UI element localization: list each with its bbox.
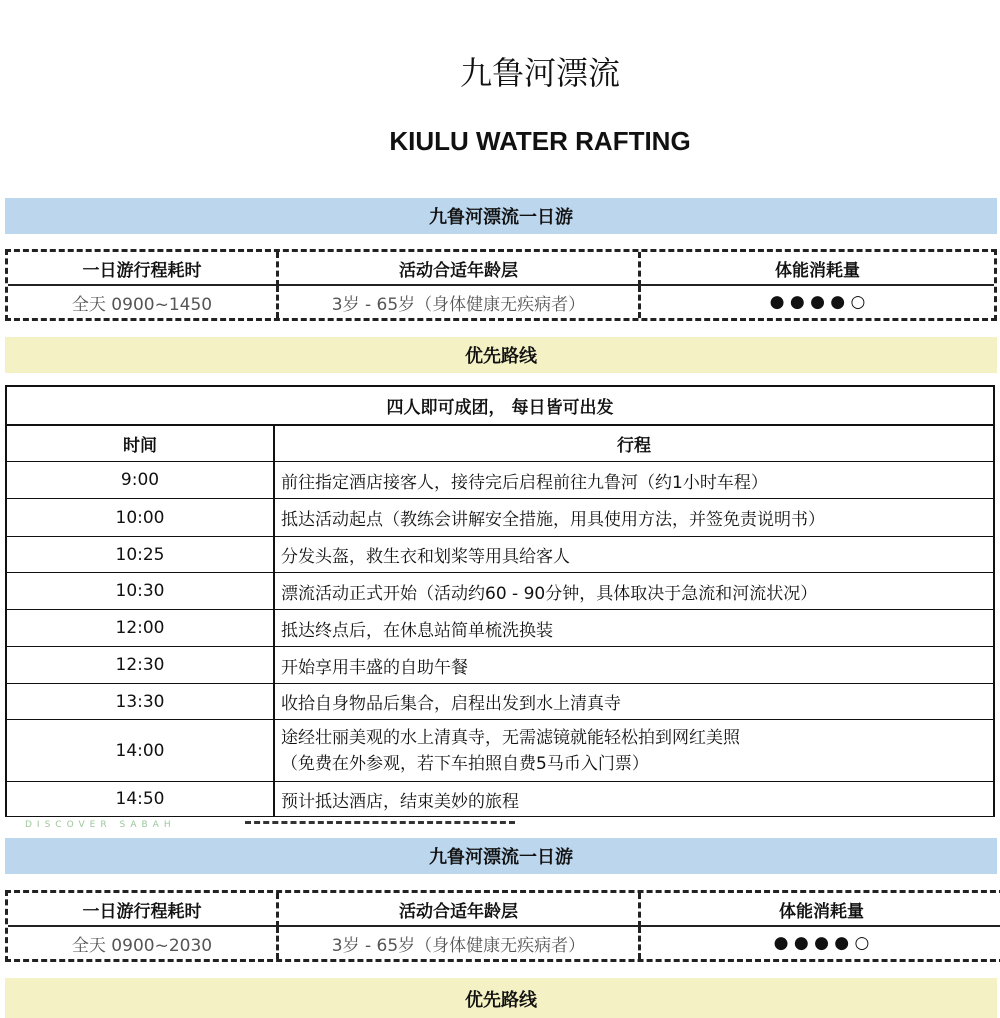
itinerary-table bbox=[5, 385, 995, 817]
row-text: 途经壮丽美观的水上清真寺，无需滤镜就能轻松拍到网红美照 bbox=[281, 727, 740, 748]
header-duration: 一日游行程耗时 bbox=[8, 893, 276, 927]
summary-table-2 bbox=[5, 890, 1000, 962]
row-time: 13:30 bbox=[7, 684, 275, 719]
table-row bbox=[7, 462, 993, 499]
table-row bbox=[7, 684, 993, 720]
divider bbox=[245, 821, 515, 825]
row-time: 10:30 bbox=[7, 573, 275, 609]
header-age: 活动合适年龄层 bbox=[276, 252, 638, 286]
row-time: 10:25 bbox=[7, 537, 275, 572]
value-stamina-rating: ● ● ● ● ○ bbox=[638, 927, 1000, 959]
itinerary-caption: 四人即可成团， 每日皆可出发 bbox=[7, 387, 993, 426]
row-time: 12:00 bbox=[7, 610, 275, 646]
row-text: 预计抵达酒店，结束美妙的旅程 bbox=[281, 791, 519, 812]
table-row bbox=[7, 782, 993, 817]
header-age: 活动合适年龄层 bbox=[276, 893, 638, 927]
section-band-2: 九鲁河漂流一日游 bbox=[5, 838, 997, 874]
table-row bbox=[7, 537, 993, 573]
summary-table bbox=[5, 249, 997, 321]
route-band: 优先路线 bbox=[5, 337, 997, 373]
col-time: 时间 bbox=[7, 426, 275, 461]
table-row bbox=[7, 647, 993, 684]
row-text: 分发头盔，救生衣和划桨等用具给客人 bbox=[281, 547, 570, 567]
table-row bbox=[7, 720, 993, 782]
row-text-note: （免费在外参观，若下车拍照自费5马币入门票） bbox=[281, 753, 649, 774]
value-age: 3岁 - 65岁（身体健康无疾病者） bbox=[276, 286, 638, 318]
row-text: 抵达活动起点（教练会讲解安全措施，用具使用方法，并签免责说明书） bbox=[281, 510, 825, 530]
value-duration: 全天 0900~1450 bbox=[71, 294, 213, 315]
value-age: 3岁 - 65岁（身体健康无疾病者） bbox=[276, 927, 638, 959]
value-stamina-rating: ● ● ● ● ○ bbox=[638, 286, 994, 318]
row-time: 10:00 bbox=[7, 499, 275, 536]
row-time: 9:00 bbox=[7, 462, 275, 498]
table-row bbox=[7, 573, 993, 610]
row-time: 14:00 bbox=[7, 720, 275, 781]
itinerary-header-row bbox=[7, 426, 993, 462]
page-title-cn: 九鲁河漂流 bbox=[459, 54, 620, 92]
col-itinerary: 行程 bbox=[617, 436, 651, 456]
section-band: 九鲁河漂流一日游 bbox=[5, 198, 997, 234]
header-stamina: 体能消耗量 bbox=[638, 893, 1000, 927]
route-band-2: 优先路线 bbox=[5, 978, 997, 1018]
row-text: 开始享用丰盛的自助午餐 bbox=[281, 657, 468, 678]
table-row bbox=[7, 499, 993, 537]
row-time: 12:30 bbox=[7, 647, 275, 683]
row-text: 前往指定酒店接客人，接待完后启程前往九鲁河（约1小时车程） bbox=[281, 472, 768, 493]
table-row bbox=[7, 610, 993, 647]
header-stamina: 体能消耗量 bbox=[638, 252, 994, 286]
header-duration: 一日游行程耗时 bbox=[8, 252, 276, 286]
watermark-text: DISCOVER SABAH bbox=[25, 820, 176, 830]
row-text: 收拾自身物品后集合，启程出发到水上清真寺 bbox=[281, 694, 621, 714]
value-duration: 全天 0900~2030 bbox=[71, 935, 213, 956]
row-text: 抵达终点后，在休息站简单梳洗换装 bbox=[281, 620, 553, 641]
page-title-en: KIULU WATER RAFTING bbox=[389, 126, 691, 156]
row-time: 14:50 bbox=[7, 782, 275, 816]
row-text: 漂流活动正式开始（活动约60 - 90分钟，具体取决于急流和河流状况） bbox=[281, 583, 818, 604]
